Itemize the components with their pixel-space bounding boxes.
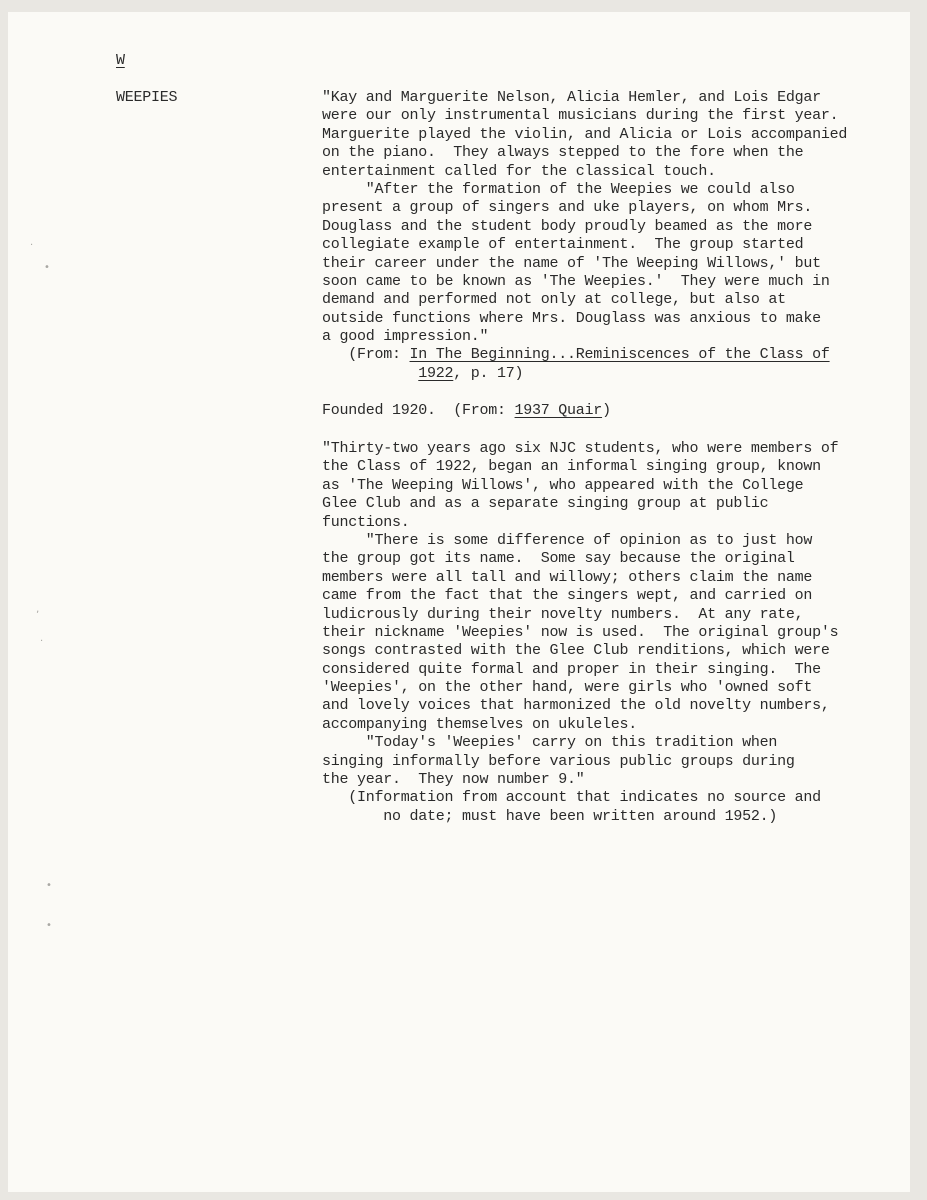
text-line: members were all tall and willowy; others claim the name	[322, 568, 813, 586]
founded-prefix: Founded 1920. (From:	[322, 402, 515, 419]
margin-mark: ·	[40, 636, 44, 647]
text-line: Marguerite played the violin, and Alicia or Lois accompanied	[322, 125, 848, 143]
text-line: their career under the name of 'The Weeping Willows,' but	[322, 254, 821, 272]
citation-title-continued: 1922	[418, 364, 454, 382]
entry-title: WEEPIES	[116, 89, 178, 106]
text-line: singing informally before various public groups during	[322, 752, 795, 770]
citation-line	[322, 346, 847, 364]
index-letter: W	[116, 52, 125, 69]
text-line: Douglass and the student body proudly beamed as the more	[322, 217, 813, 235]
text-line: the Class of 1922, began an informal singing group, known	[322, 458, 821, 476]
text-line: functions.	[322, 513, 410, 531]
text-line: (Information from account that indicates no source and	[322, 789, 821, 807]
text-line: "Thirty-two years ago six NJC students, who were members of	[322, 440, 839, 457]
citation-indent	[322, 365, 418, 382]
margin-mark: •	[46, 880, 52, 891]
margin-mark: •	[44, 262, 50, 273]
margin-mark: ·	[30, 240, 34, 251]
founded-note	[322, 402, 611, 420]
text-line: came from the fact that the singers wept, and carried on	[322, 587, 813, 605]
margin-mark: ‚	[36, 604, 40, 615]
text-line: no date; must have been written around 1952.)	[322, 807, 778, 825]
text-line: collegiate example of entertainment. The group started	[322, 236, 804, 254]
margin-mark: •	[46, 920, 52, 931]
citation-title: In The Beginning...Reminiscences of the Class of	[409, 346, 830, 364]
citation-line	[322, 365, 847, 383]
citation-prefix: (From:	[322, 346, 410, 364]
reminiscence-quote	[322, 89, 847, 383]
text-line: their nickname 'Weepies' now is used. The original group's	[322, 623, 839, 641]
text-line: outside functions where Mrs. Douglass was anxious to make	[322, 309, 821, 327]
text-line: considered quite formal and proper in their singing. The	[322, 660, 821, 678]
text-line: songs contrasted with the Glee Club renditions, which were	[322, 642, 830, 660]
text-line	[322, 402, 611, 420]
text-line: "Kay and Marguerite Nelson, Alicia Hemler, and Lois Edgar	[322, 89, 821, 106]
founded-suffix: )	[602, 402, 611, 419]
text-line: and lovely voices that harmonized the old novelty numbers,	[322, 697, 830, 715]
text-line: a good impression."	[322, 328, 489, 346]
founded-source: 1937 Quair	[514, 402, 603, 419]
text-line: "There is some difference of opinion as to just how	[322, 531, 813, 549]
text-line: entertainment called for the classical touch.	[322, 162, 716, 180]
text-line: the year. They now number 9."	[322, 771, 585, 789]
text-line: "Today's 'Weepies' carry on this tradition when	[322, 734, 778, 752]
text-line: ludicrously during their novelty numbers. At any rate,	[322, 605, 804, 623]
text-line: on the piano. They always stepped to the fore when the	[322, 144, 804, 162]
text-line: the group got its name. Some say because the original	[322, 550, 795, 568]
text-line: 'Weepies', on the other hand, were girls who 'owned soft	[322, 679, 813, 697]
text-line: Glee Club and as a separate singing group at public	[322, 495, 769, 513]
text-line: present a group of singers and uke players, on whom Mrs.	[322, 199, 813, 217]
account-quote	[322, 440, 838, 826]
text-line: soon came to be known as 'The Weepies.' They were much in	[322, 272, 830, 290]
text-line: demand and performed not only at college, but also at	[322, 291, 786, 309]
text-line: as 'The Weeping Willows', who appeared with the College	[322, 476, 804, 494]
citation-page: , p. 17)	[453, 364, 524, 382]
text-line: "After the formation of the Weepies we could also	[322, 180, 795, 198]
text-line: were our only instrumental musicians during the first year.	[322, 107, 839, 125]
text-line: accompanying themselves on ukuleles.	[322, 715, 638, 733]
